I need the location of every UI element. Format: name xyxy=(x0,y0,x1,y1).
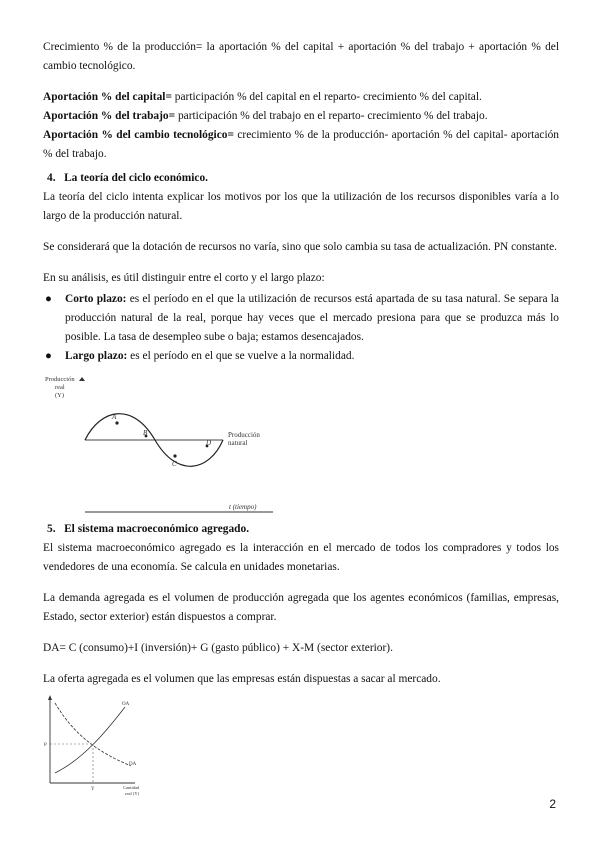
x-axis-label-line2: real (Y) xyxy=(125,791,140,796)
bullet-icon: ● xyxy=(45,350,52,362)
point-c-label: C xyxy=(172,460,177,468)
list-item-long-term xyxy=(43,347,559,366)
y-axis-arrow-icon xyxy=(79,377,85,381)
section-5-paragraph-4: La oferta agregada es el volumen que las empresas están dispuestas a sacar al mercado. xyxy=(43,673,441,685)
natural-output-label-line2: natural xyxy=(228,439,248,447)
point-c-marker xyxy=(173,454,176,457)
short-term-label: Corto plazo: xyxy=(65,293,127,305)
point-a-marker xyxy=(115,421,118,424)
long-term-text: es el período en el que se vuelve a la normalidad. xyxy=(127,350,355,362)
point-b-label: B xyxy=(143,429,148,437)
output-label: Y xyxy=(91,787,95,792)
long-term-label: Largo plazo: xyxy=(65,350,128,362)
aggregate-supply-demand-figure xyxy=(43,693,243,805)
list-item-short-term xyxy=(43,290,559,347)
section-4-paragraph-2: Se considerará que la dotación de recursos no varía, sino que solo cambia su tasa de actualización. PN constante. xyxy=(43,241,557,253)
contribution-tech-text: crecimiento % de la producción- aportación % del capital- aportación % del trabajo. xyxy=(43,129,559,160)
section-4-heading: 4. La teoría del ciclo económico. xyxy=(47,172,209,184)
short-term-text: es el período en el que la utilización de recursos está apartada de su tasa natural. Se separa la producción natural de la real, porque hay veces que el mercado presiona para que se produzca más lo posible. La tasa de desempleo sube o baja; estamos desencajados. xyxy=(65,293,559,343)
contribution-labor xyxy=(43,107,559,126)
page-content xyxy=(43,38,559,805)
contribution-capital xyxy=(43,88,559,107)
point-d-label: D xyxy=(206,439,212,447)
contribution-capital-label: Aportación % del capital= xyxy=(43,91,172,103)
section-5-paragraph-2: La demanda agregada es el volumen de producción agregada que los agentes económicos (familias, empresas, Estado, sector exterior) están dispuestos a comprar. xyxy=(43,592,559,623)
section-4-paragraph-1: La teoría del ciclo intenta explicar los motivos por los que la utilización de los recursos disponibles varía a lo largo de la producción natural. xyxy=(43,191,559,222)
term-list xyxy=(43,290,559,366)
aggregate-supply-curve xyxy=(55,707,125,773)
point-a-label: A xyxy=(112,413,117,421)
contribution-capital-text: participación % del capital en el reparto- crecimiento % del capital. xyxy=(171,91,482,103)
aggregate-demand-formula: DA= C (consumo)+I (inversión)+ G (gasto público) + X-M (sector exterior). xyxy=(43,642,393,654)
growth-formula: Crecimiento % de la producción= la aportación % del capital + aportación % del trabajo + aportación % del cambio tecnológico. xyxy=(43,41,559,72)
x-axis-label-line1: Cantidad xyxy=(123,785,140,790)
contribution-tech-label: Aportación % del cambio tecnológico= xyxy=(43,129,234,141)
contributions-block xyxy=(43,88,559,164)
contribution-tech xyxy=(43,126,559,164)
oa-label: OA xyxy=(122,702,130,707)
time-axis-label: t (tiempo) xyxy=(229,503,257,511)
bullet-icon: ● xyxy=(45,293,52,305)
contribution-labor-text: participación % del trabajo en el reparto- crecimiento % del trabajo. xyxy=(175,110,488,122)
price-label: P xyxy=(44,743,47,748)
y-axis-label-line1: Producción xyxy=(45,376,75,383)
section-5-paragraph-1: El sistema macroeconómico agregado es la interacción en el mercado de todos los compradores y todos los vendedores de una economía. Se calcula en unidades monetarias. xyxy=(43,542,559,573)
business-cycle-figure xyxy=(43,372,559,520)
natural-output-label-line1: Producción xyxy=(228,431,260,439)
section-5-heading: 5. El sistema macroeconómico agregado. xyxy=(47,523,250,535)
section-4-paragraph-3: En su análisis, es útil distinguir entre el corto y el largo plazo: xyxy=(43,272,325,284)
da-label: DA xyxy=(129,762,137,767)
y-axis-label-line2: real xyxy=(55,384,65,391)
y-axis-label-line3: (Y) xyxy=(55,392,65,399)
contribution-labor-label: Aportación % del trabajo= xyxy=(43,110,176,122)
page-number: 2 xyxy=(549,797,556,811)
